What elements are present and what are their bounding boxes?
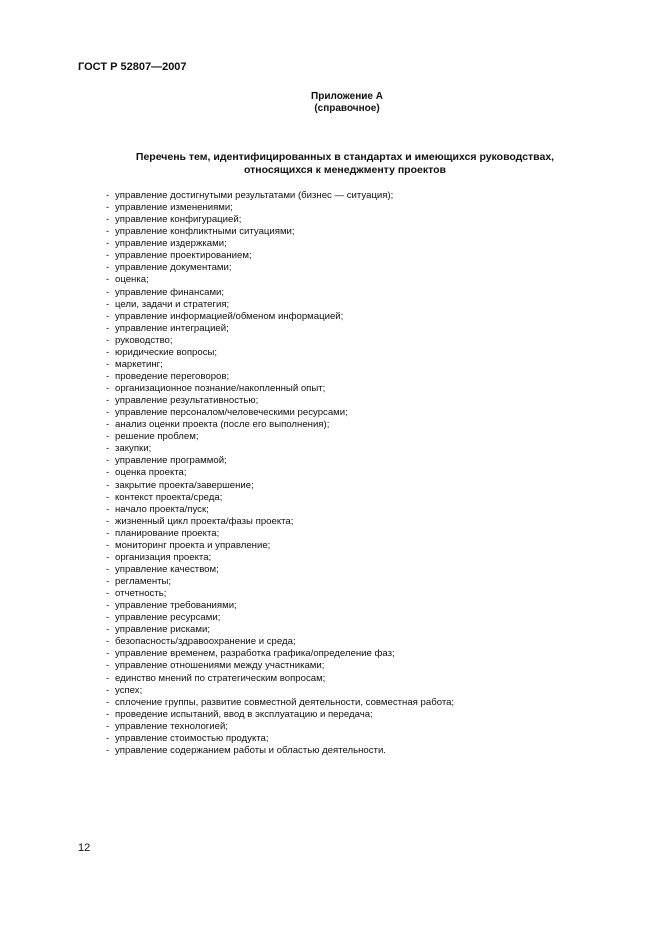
bullet-dash: - bbox=[106, 202, 110, 214]
bullet-dash: - bbox=[106, 286, 110, 298]
list-item bbox=[106, 190, 454, 202]
list-item bbox=[106, 431, 454, 443]
bullet-dash: - bbox=[106, 551, 110, 563]
bullet-dash: - bbox=[106, 720, 110, 732]
list-item-text: управление технологией; bbox=[115, 720, 229, 732]
list-item bbox=[106, 323, 454, 335]
list-item bbox=[106, 745, 454, 757]
bullet-dash: - bbox=[106, 310, 110, 322]
list-item bbox=[106, 299, 454, 311]
list-item bbox=[106, 624, 454, 636]
bullet-dash: - bbox=[106, 395, 110, 407]
list-item-text: управление издержками; bbox=[115, 238, 227, 250]
list-item-text: управление конфигурацией; bbox=[115, 214, 242, 226]
list-item-text: управление ресурсами; bbox=[115, 612, 221, 624]
list-item bbox=[106, 467, 454, 479]
bullet-dash: - bbox=[106, 612, 110, 624]
bullet-dash: - bbox=[106, 708, 110, 720]
list-item-text: управление качеством; bbox=[115, 563, 219, 575]
section-heading-line2: относящихся к менеджменту проектов bbox=[244, 164, 446, 176]
bullet-dash: - bbox=[106, 467, 110, 479]
list-item-text: организационное познание/накопленный опыт; bbox=[115, 383, 326, 394]
page-number: 12 bbox=[78, 842, 91, 854]
list-item bbox=[106, 395, 454, 407]
annex-subtitle: (справочное) bbox=[314, 103, 380, 114]
list-item-text: закрытие проекта/завершение; bbox=[115, 479, 254, 491]
list-item-text: управление персоналом/человеческими ресурсами; bbox=[115, 407, 348, 419]
list-item-text: проведение переговоров; bbox=[115, 370, 230, 382]
bullet-dash: - bbox=[106, 491, 110, 503]
list-item bbox=[106, 383, 454, 395]
list-item bbox=[106, 238, 454, 250]
bullet-dash: - bbox=[106, 358, 110, 370]
list-item-text: управление результативностью; bbox=[115, 395, 259, 407]
bullet-dash: - bbox=[106, 696, 110, 708]
bullet-dash: - bbox=[106, 383, 110, 394]
list-item-text: регламенты; bbox=[115, 576, 172, 587]
list-item-text: решение проблем; bbox=[115, 431, 199, 443]
list-item bbox=[106, 226, 454, 238]
list-item-text: управление содержанием работы и областью деятельности. bbox=[115, 744, 386, 756]
bullet-dash: - bbox=[106, 443, 110, 455]
bullet-dash: - bbox=[106, 298, 110, 310]
bullet-dash: - bbox=[106, 407, 110, 419]
list-item-text: управление отношениями между участниками; bbox=[115, 660, 325, 672]
bullet-dash: - bbox=[106, 660, 110, 672]
bullet-dash: - bbox=[106, 744, 110, 756]
list-item-text: управление требованиями; bbox=[115, 600, 237, 612]
list-item bbox=[106, 419, 454, 431]
list-item bbox=[106, 600, 454, 612]
bullet-dash: - bbox=[106, 600, 110, 612]
bullet-dash: - bbox=[106, 515, 110, 527]
list-item-text: управление конфликтными ситуациями; bbox=[115, 226, 295, 238]
bullet-dash: - bbox=[106, 226, 110, 238]
list-item bbox=[106, 685, 454, 697]
bullet-dash: - bbox=[106, 588, 110, 600]
list-item bbox=[106, 540, 454, 552]
list-item bbox=[106, 552, 454, 564]
bullet-dash: - bbox=[106, 624, 110, 636]
list-item-text: руководство; bbox=[115, 334, 173, 346]
list-item bbox=[106, 648, 454, 660]
bullet-dash: - bbox=[106, 576, 110, 587]
list-item-text: оценка; bbox=[115, 274, 149, 286]
annex-title: Приложение А bbox=[311, 91, 383, 102]
bullet-dash: - bbox=[106, 563, 110, 575]
bullet-dash: - bbox=[106, 527, 110, 539]
list-item bbox=[106, 588, 454, 600]
list-item-text: контекст проекта/среда; bbox=[115, 491, 223, 503]
list-item bbox=[106, 721, 454, 733]
list-item-text: управление программой; bbox=[115, 455, 227, 467]
list-item bbox=[106, 660, 454, 672]
bullet-dash: - bbox=[106, 274, 110, 286]
section-heading bbox=[0, 151, 661, 177]
list-item-text: жизненный цикл проекта/фазы проекта; bbox=[115, 515, 294, 527]
list-item-text: маркетинг; bbox=[115, 358, 163, 370]
list-item-text: успех; bbox=[115, 684, 143, 696]
bullet-dash: - bbox=[106, 648, 110, 660]
list-item bbox=[106, 455, 454, 467]
list-item-text: закупки; bbox=[115, 443, 152, 455]
list-item bbox=[106, 516, 454, 528]
list-item bbox=[106, 636, 454, 648]
list-item bbox=[106, 480, 454, 492]
list-item-text: безопасность/здравоохранение и среда; bbox=[115, 636, 296, 648]
list-item bbox=[106, 359, 454, 371]
bullet-dash: - bbox=[106, 684, 110, 696]
list-item bbox=[106, 673, 454, 685]
list-item bbox=[106, 492, 454, 504]
bullet-dash: - bbox=[106, 732, 110, 744]
list-item bbox=[106, 612, 454, 624]
list-item-text: проведение испытаний, ввод в эксплуатацию и передача; bbox=[115, 708, 373, 720]
bullet-dash: - bbox=[106, 636, 110, 648]
list-item-text: цели, задачи и стратегия; bbox=[115, 298, 230, 310]
list-item bbox=[106, 262, 454, 274]
list-item-text: управление интеграцией; bbox=[115, 322, 229, 334]
list-item-text: единство мнений по стратегическим вопросам; bbox=[115, 672, 326, 684]
list-item-text: управление изменениями; bbox=[115, 202, 233, 214]
list-item bbox=[106, 274, 454, 286]
bullet-dash: - bbox=[106, 334, 110, 346]
list-item bbox=[106, 287, 454, 299]
bullet-dash: - bbox=[106, 238, 110, 250]
list-item bbox=[106, 250, 454, 262]
list-item-text: управление финансами; bbox=[115, 286, 225, 298]
bullet-dash: - bbox=[106, 503, 110, 515]
list-item bbox=[106, 733, 454, 745]
list-item bbox=[106, 576, 454, 588]
section-heading-line1: Перечень тем, идентифицированных в стандартах и имеющихся руководствах, bbox=[135, 151, 555, 163]
list-item-text: отчетность; bbox=[115, 588, 167, 600]
list-item bbox=[106, 697, 454, 709]
standard-header: ГОСТ Р 52807—2007 bbox=[78, 61, 187, 73]
list-item-text: организация проекта; bbox=[115, 551, 212, 563]
bullet-dash: - bbox=[106, 539, 110, 551]
list-item-text: управление информацией/обменом информацией; bbox=[115, 310, 344, 322]
list-item bbox=[106, 347, 454, 359]
bullet-dash: - bbox=[106, 346, 110, 358]
bullet-dash: - bbox=[106, 455, 110, 467]
list-item-text: управление достигнутыми результатами (бизнес — ситуация); bbox=[115, 190, 394, 201]
bullet-dash: - bbox=[106, 479, 110, 491]
list-item-text: управление временем, разработка графика/определение фаз; bbox=[115, 648, 395, 660]
list-item bbox=[106, 564, 454, 576]
list-item-text: начало проекта/пуск; bbox=[115, 503, 209, 515]
bullet-dash: - bbox=[106, 431, 110, 443]
list-item bbox=[106, 528, 454, 540]
list-item bbox=[106, 371, 454, 383]
list-item-text: юридические вопросы; bbox=[115, 346, 218, 358]
bullet-dash: - bbox=[106, 370, 110, 382]
bullet-dash: - bbox=[106, 322, 110, 334]
list-item bbox=[106, 443, 454, 455]
list-item-text: планирование проекта; bbox=[115, 527, 220, 539]
list-item-text: оценка проекта; bbox=[115, 467, 187, 479]
list-item-text: управление стоимостью продукта; bbox=[115, 732, 269, 744]
list-item bbox=[106, 407, 454, 419]
bullet-dash: - bbox=[106, 214, 110, 226]
list-item bbox=[106, 709, 454, 721]
list-item bbox=[106, 504, 454, 516]
list-item bbox=[106, 335, 454, 347]
topic-list bbox=[106, 190, 454, 757]
list-item-text: управление документами; bbox=[115, 262, 232, 274]
list-item bbox=[106, 311, 454, 323]
list-item-text: управление рисками; bbox=[115, 624, 210, 636]
bullet-dash: - bbox=[106, 672, 110, 684]
bullet-dash: - bbox=[106, 262, 110, 274]
bullet-dash: - bbox=[106, 419, 110, 431]
list-item-text: мониторинг проекта и управление; bbox=[115, 539, 271, 551]
list-item bbox=[106, 214, 454, 226]
bullet-dash: - bbox=[106, 190, 110, 201]
list-item-text: сплочение группы, развитие совместной деятельности, совместная работа; bbox=[115, 696, 455, 708]
list-item-text: управление проектированием; bbox=[115, 250, 252, 262]
list-item bbox=[106, 202, 454, 214]
list-item-text: анализ оценки проекта (после его выполнения); bbox=[115, 419, 330, 431]
bullet-dash: - bbox=[106, 250, 110, 262]
